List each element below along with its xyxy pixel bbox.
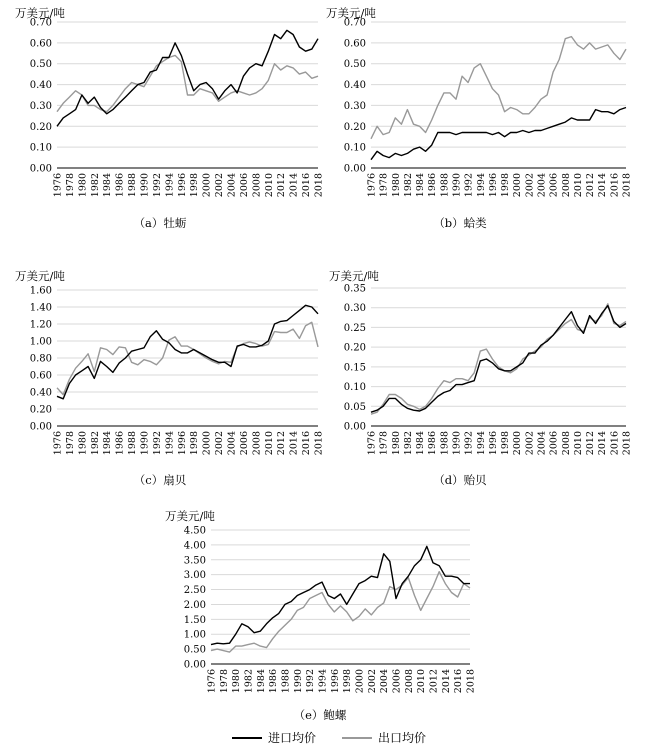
chart-d-xtick-label: 2014 bbox=[597, 431, 609, 456]
chart-c-ytick-label: 0.60 bbox=[29, 370, 52, 382]
chart-d-ytick-label: 0.20 bbox=[343, 342, 366, 354]
chart-a-xtick-label: 1990 bbox=[139, 173, 151, 198]
chart-d-series-import bbox=[371, 306, 626, 413]
chart-c-xtick-label: 2008 bbox=[251, 431, 263, 456]
chart-a-ytick-label: 0.50 bbox=[29, 59, 52, 71]
chart-c-xtick-label: 1990 bbox=[139, 431, 151, 456]
chart-e-ytick-label: 0.00 bbox=[183, 659, 206, 671]
chart-d bbox=[329, 269, 633, 487]
chart-a-xtick-label: 1994 bbox=[164, 173, 176, 198]
legend-swatch-export bbox=[342, 737, 372, 739]
chart-b-xtick-label: 1978 bbox=[378, 173, 390, 198]
chart-d-caption: （d）贻贝 bbox=[433, 473, 487, 487]
chart-a-xtick-label: 2000 bbox=[201, 173, 213, 198]
chart-e-caption: （e）鲍螺 bbox=[293, 708, 347, 722]
chart-d-xtick-label: 2016 bbox=[609, 431, 621, 456]
chart-b-xtick-label: 1998 bbox=[500, 173, 512, 198]
chart-c-xtick-label: 2010 bbox=[263, 431, 275, 456]
chart-c-xtick-label: 1980 bbox=[77, 431, 89, 456]
chart-e-xtick-label: 2004 bbox=[379, 669, 391, 694]
chart-c-ytick-label: 0.00 bbox=[29, 421, 52, 433]
chart-c-ytick-label: 1.40 bbox=[29, 302, 52, 314]
legend-item-import bbox=[232, 729, 316, 746]
chart-b-xtick-label: 2014 bbox=[597, 173, 609, 198]
chart-e-xtick-label: 1980 bbox=[231, 669, 243, 694]
chart-e-ytick-label: 4.00 bbox=[183, 540, 206, 552]
chart-a-xtick-label: 1988 bbox=[127, 173, 139, 198]
chart-e-xtick-label: 1998 bbox=[342, 669, 354, 694]
chart-b-ytick-label: 0.10 bbox=[343, 142, 366, 154]
chart-c-xtick-label: 2012 bbox=[276, 431, 288, 456]
chart-c-caption: （c）扇贝 bbox=[133, 473, 187, 487]
chart-d-xtick-label: 1984 bbox=[415, 431, 427, 456]
chart-b-series-export bbox=[371, 37, 626, 139]
chart-d-xtick-label: 2000 bbox=[512, 431, 524, 456]
chart-c-xtick-label: 1988 bbox=[127, 431, 139, 456]
chart-c-series-import bbox=[57, 305, 318, 399]
chart-b bbox=[326, 6, 633, 230]
legend-item-export bbox=[342, 729, 426, 746]
chart-b-ytick-label: 0.40 bbox=[343, 80, 366, 92]
chart-c-xtick-label: 2002 bbox=[214, 431, 226, 456]
chart-c-xtick-label: 2016 bbox=[301, 431, 313, 456]
chart-a-ytick-label: 0.70 bbox=[29, 17, 52, 29]
chart-a-caption: （a）牡蛎 bbox=[133, 216, 187, 230]
chart-e-ylabel: 万美元/吨 bbox=[165, 509, 215, 523]
chart-e-xtick-label: 2014 bbox=[440, 669, 452, 694]
chart-e-xtick-label: 2012 bbox=[428, 669, 440, 694]
chart-a-ylabel: 万美元/吨 bbox=[15, 6, 65, 20]
chart-d-xtick-label: 1998 bbox=[500, 431, 512, 456]
chart-b-xtick-label: 2006 bbox=[548, 173, 560, 198]
chart-e-xtick-label: 1994 bbox=[317, 669, 329, 694]
legend-label-import: 进口均价 bbox=[268, 731, 317, 745]
chart-d-xtick-label: 1992 bbox=[463, 431, 475, 456]
chart-d-xtick-label: 2004 bbox=[536, 431, 548, 456]
chart-a-xtick-label: 2018 bbox=[313, 173, 325, 198]
chart-a-xtick-label: 1996 bbox=[176, 173, 188, 198]
chart-b-xtick-label: 2004 bbox=[536, 173, 548, 198]
chart-a-xtick-label: 2008 bbox=[251, 173, 263, 198]
chart-c-ytick-label: 0.40 bbox=[29, 387, 52, 399]
chart-c-xtick-label: 2000 bbox=[201, 431, 213, 456]
chart-b-ytick-label: 0.70 bbox=[343, 17, 366, 29]
chart-c-xtick-label: 1976 bbox=[52, 431, 64, 456]
chart-c-xtick-label: 1992 bbox=[151, 431, 163, 456]
chart-d-xtick-label: 1986 bbox=[427, 431, 439, 456]
legend-swatch-import bbox=[232, 737, 262, 739]
chart-d-xtick-label: 1994 bbox=[475, 431, 487, 456]
chart-b-xtick-label: 1990 bbox=[451, 173, 463, 198]
chart-e-ytick-label: 3.00 bbox=[183, 570, 206, 582]
chart-b-xtick-label: 1988 bbox=[439, 173, 451, 198]
chart-c-xtick-label: 1996 bbox=[176, 431, 188, 456]
chart-a-xtick-label: 2004 bbox=[226, 173, 238, 198]
chart-e-xtick-label: 2002 bbox=[366, 669, 378, 694]
chart-a-xtick-label: 1976 bbox=[52, 173, 64, 198]
chart-e-xtick-label: 2016 bbox=[453, 669, 465, 694]
chart-b-xtick-label: 1992 bbox=[463, 173, 475, 198]
chart-d-xtick-label: 1990 bbox=[451, 431, 463, 456]
chart-d-xtick-label: 2008 bbox=[560, 431, 572, 456]
chart-c-xtick-label: 2018 bbox=[313, 431, 325, 456]
chart-b-xtick-label: 1984 bbox=[415, 173, 427, 198]
chart-b-ylabel: 万美元/吨 bbox=[326, 6, 376, 20]
chart-e-xtick-label: 2000 bbox=[354, 669, 366, 694]
chart-d-xtick-label: 1988 bbox=[439, 431, 451, 456]
chart-e-ytick-label: 1.00 bbox=[183, 629, 206, 641]
chart-e-xtick-label: 1996 bbox=[329, 669, 341, 694]
chart-d-xtick-label: 2002 bbox=[524, 431, 536, 456]
chart-d-xtick-label: 1978 bbox=[378, 431, 390, 456]
chart-e-xtick-label: 1992 bbox=[305, 669, 317, 694]
chart-c-xtick-label: 1998 bbox=[189, 431, 201, 456]
chart-d-xtick-label: 2010 bbox=[572, 431, 584, 456]
chart-e-xtick-label: 1988 bbox=[280, 669, 292, 694]
chart-b-xtick-label: 1980 bbox=[390, 173, 402, 198]
chart-c-xtick-label: 2014 bbox=[288, 431, 300, 456]
chart-e-xtick-label: 1976 bbox=[206, 669, 218, 694]
chart-e bbox=[165, 509, 477, 722]
chart-e-xtick-label: 1984 bbox=[255, 669, 267, 694]
chart-a-xtick-label: 2014 bbox=[288, 173, 300, 198]
chart-d-ytick-label: 0.35 bbox=[343, 283, 366, 295]
chart-e-ytick-label: 1.50 bbox=[183, 614, 206, 626]
legend-label-export: 出口均价 bbox=[378, 731, 427, 745]
chart-d-ytick-label: 0.15 bbox=[343, 362, 366, 374]
chart-b-xtick-label: 2016 bbox=[609, 173, 621, 198]
chart-b-xtick-label: 2000 bbox=[512, 173, 524, 198]
chart-b-caption: （b）蛤类 bbox=[433, 216, 487, 230]
chart-e-xtick-label: 2008 bbox=[403, 669, 415, 694]
chart-a-ytick-label: 0.60 bbox=[29, 38, 52, 50]
chart-c-ytick-label: 1.00 bbox=[29, 336, 52, 348]
chart-a-xtick-label: 1978 bbox=[64, 173, 76, 198]
chart-c bbox=[15, 269, 325, 487]
chart-b-xtick-label: 1994 bbox=[475, 173, 487, 198]
chart-c-xtick-label: 2006 bbox=[238, 431, 250, 456]
chart-a-xtick-label: 1986 bbox=[114, 173, 126, 198]
chart-c-xtick-label: 1994 bbox=[164, 431, 176, 456]
chart-d-ytick-label: 0.00 bbox=[343, 421, 366, 433]
chart-a-xtick-label: 2006 bbox=[238, 173, 250, 198]
chart-b-xtick-label: 2010 bbox=[572, 173, 584, 198]
chart-e-ytick-label: 2.00 bbox=[183, 599, 206, 611]
chart-d-xtick-label: 2006 bbox=[548, 431, 560, 456]
chart-e-xtick-label: 1990 bbox=[292, 669, 304, 694]
chart-b-xtick-label: 1986 bbox=[427, 173, 439, 198]
chart-c-ytick-label: 1.60 bbox=[29, 285, 52, 297]
chart-e-xtick-label: 1986 bbox=[268, 669, 280, 694]
chart-d-xtick-label: 1976 bbox=[366, 431, 378, 456]
chart-d-xtick-label: 2018 bbox=[621, 431, 633, 456]
chart-b-ytick-label: 0.30 bbox=[343, 100, 366, 112]
chart-b-ytick-label: 0.60 bbox=[343, 38, 366, 50]
chart-a-xtick-label: 1982 bbox=[89, 173, 101, 198]
chart-d-ytick-label: 0.10 bbox=[343, 382, 366, 394]
chart-b-xtick-label: 2012 bbox=[585, 173, 597, 198]
chart-b-ytick-label: 0.20 bbox=[343, 121, 366, 133]
chart-c-xtick-label: 1982 bbox=[89, 431, 101, 456]
chart-b-ytick-label: 0.00 bbox=[343, 163, 366, 175]
chart-e-xtick-label: 2010 bbox=[416, 669, 428, 694]
chart-a-ytick-label: 0.40 bbox=[29, 80, 52, 92]
chart-d-ytick-label: 0.05 bbox=[343, 401, 366, 413]
chart-d-ylabel: 万美元/吨 bbox=[329, 269, 379, 283]
chart-a-xtick-label: 2012 bbox=[276, 173, 288, 198]
chart-e-ytick-label: 0.50 bbox=[183, 644, 206, 656]
chart-e-xtick-label: 1982 bbox=[243, 669, 255, 694]
chart-a bbox=[15, 6, 325, 230]
chart-a-xtick-label: 2002 bbox=[214, 173, 226, 198]
chart-e-ytick-label: 3.50 bbox=[183, 555, 206, 567]
chart-a-xtick-label: 1984 bbox=[102, 173, 114, 198]
legend bbox=[232, 729, 452, 746]
chart-c-ytick-label: 0.20 bbox=[29, 404, 52, 416]
chart-b-xtick-label: 2008 bbox=[560, 173, 572, 198]
chart-b-xtick-label: 1982 bbox=[402, 173, 414, 198]
chart-c-ylabel: 万美元/吨 bbox=[15, 269, 65, 283]
chart-e-ytick-label: 2.50 bbox=[183, 585, 206, 597]
chart-d-xtick-label: 1980 bbox=[390, 431, 402, 456]
chart-e-ytick-label: 4.50 bbox=[183, 525, 206, 537]
chart-a-xtick-label: 2010 bbox=[263, 173, 275, 198]
chart-e-xtick-label: 2018 bbox=[465, 669, 477, 694]
chart-b-xtick-label: 1996 bbox=[487, 173, 499, 198]
chart-a-xtick-label: 1980 bbox=[77, 173, 89, 198]
chart-c-xtick-label: 1984 bbox=[102, 431, 114, 456]
chart-b-xtick-label: 2018 bbox=[621, 173, 633, 198]
chart-b-xtick-label: 1976 bbox=[366, 173, 378, 198]
chart-c-ytick-label: 1.20 bbox=[29, 319, 52, 331]
chart-d-xtick-label: 1982 bbox=[402, 431, 414, 456]
chart-d-xtick-label: 2012 bbox=[585, 431, 597, 456]
chart-b-ytick-label: 0.50 bbox=[343, 59, 366, 71]
chart-e-series-export bbox=[211, 572, 470, 652]
chart-a-ytick-label: 0.10 bbox=[29, 142, 52, 154]
chart-d-ytick-label: 0.25 bbox=[343, 322, 366, 334]
chart-e-xtick-label: 2006 bbox=[391, 669, 403, 694]
chart-a-ytick-label: 0.20 bbox=[29, 121, 52, 133]
chart-c-xtick-label: 2004 bbox=[226, 431, 238, 456]
chart-a-xtick-label: 2016 bbox=[301, 173, 313, 198]
chart-a-ytick-label: 0.00 bbox=[29, 163, 52, 175]
chart-e-xtick-label: 1978 bbox=[218, 669, 230, 694]
chart-c-xtick-label: 1986 bbox=[114, 431, 126, 456]
chart-c-xtick-label: 1978 bbox=[64, 431, 76, 456]
chart-e-series-import bbox=[211, 546, 470, 644]
chart-a-xtick-label: 1998 bbox=[189, 173, 201, 198]
chart-b-xtick-label: 2002 bbox=[524, 173, 536, 198]
chart-a-series-import bbox=[57, 30, 318, 126]
chart-a-ytick-label: 0.30 bbox=[29, 100, 52, 112]
chart-c-ytick-label: 0.80 bbox=[29, 353, 52, 365]
chart-d-ytick-label: 0.30 bbox=[343, 303, 366, 315]
chart-d-xtick-label: 1996 bbox=[487, 431, 499, 456]
chart-a-xtick-label: 1992 bbox=[151, 173, 163, 198]
